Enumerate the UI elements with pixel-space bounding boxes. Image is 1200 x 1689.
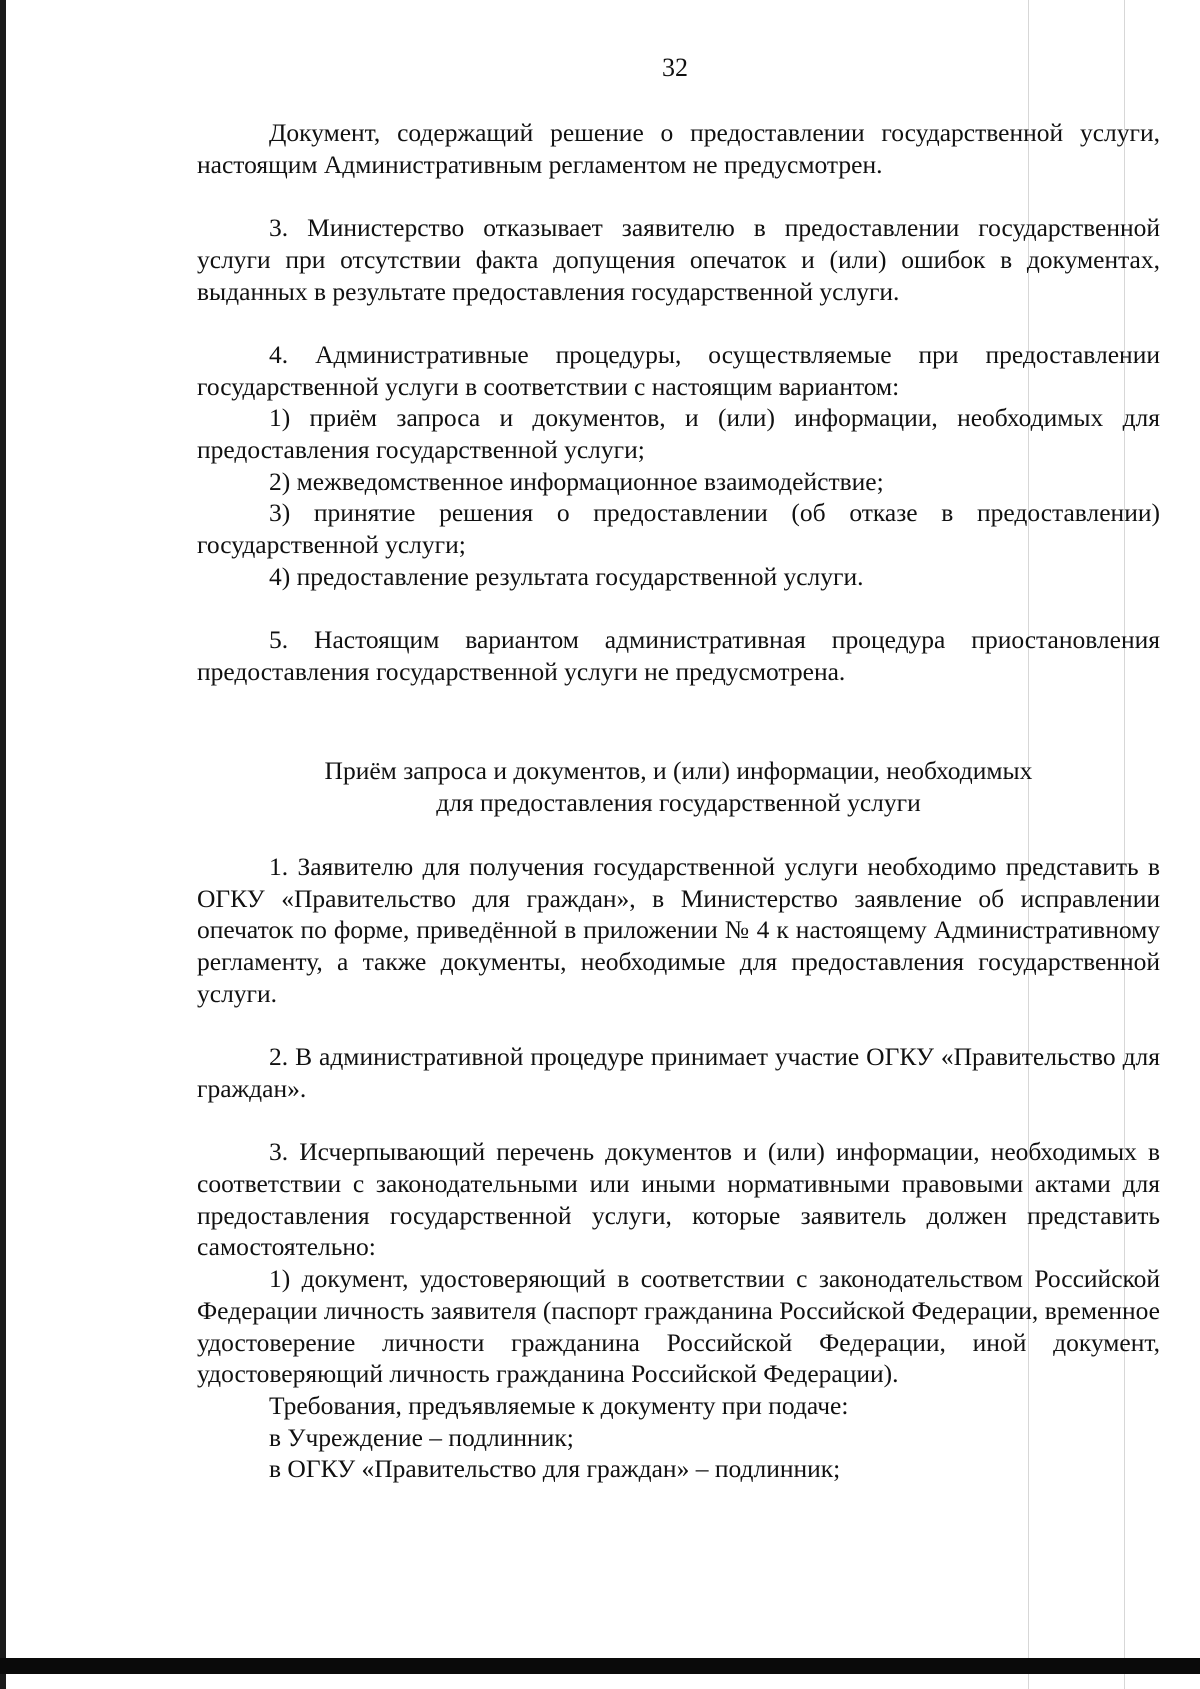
body-text-block-2 [197, 851, 1160, 1485]
list-item: 1) документ, удостоверяющий в соответствии с законодательством Российской Федерации личность заявителя (паспорт гражданина Российской Федерации, временное удостоверение личности гражданина Российской Федерации, иной документ, удостоверяющий личность гражданина Российской Федерации). [197, 1264, 1160, 1389]
scan-bottom-bar [0, 1658, 1200, 1674]
section-heading-block [197, 755, 1160, 818]
page-number: 32 [662, 53, 688, 82]
list-item: 3) принятие решения о предоставлении (об отказе в предоставлении) государственной услуги; [197, 498, 1160, 560]
scan-left-edge [0, 0, 6, 1689]
paragraph: 5. Настоящим вариантом административная процедура приостановления предоставления государственной услуги не предусмотрена. [197, 625, 1160, 686]
list-item: в Учреждение – подлинник; [269, 1422, 574, 1452]
body-text-block-1 [197, 117, 1160, 688]
paragraph: Требования, предъявляемые к документу при подаче: [269, 1390, 849, 1420]
paragraph: 3. Исчерпывающий перечень документов и (или) информации, необходимых в соответствии с законодательными или иными нормативными правовыми актами для предоставления государственной услуги, которые заявитель должен представить самостоятельно: [197, 1137, 1161, 1262]
paragraph: 1. Заявителю для получения государственной услуги необходимо представить в ОГКУ «Правительство для граждан», в Министерство заявление об исправлении опечаток по форме, приведённой в приложении № 4 к настоящему Административному регламенту, а также документы, необходимые для предоставления государственной услуги. [197, 852, 1161, 1008]
paragraph: Документ, содержащий решение о предоставлении государственной услуги, настоящим Административным регламентом не предусмотрен. [197, 118, 1161, 179]
list-item: 1) приём запроса и документов, и (или) информации, необходимых для предоставления государственной услуги; [197, 403, 1160, 464]
paragraph: 2. В административной процедуре принимает участие ОГКУ «Правительство для граждан». [197, 1042, 1161, 1103]
paragraph: 4. Административные процедуры, осуществляемые при предоставлении государственной услуги в соответствии с настоящим вариантом: [197, 339, 1160, 401]
paragraph: 3. Министерство отказывает заявителю в предоставлении государственной услуги при отсутствии факта допущения опечаток и (или) ошибок в документах, выданных в результате предоставления государственной услуги. [197, 213, 1161, 306]
list-item: 4) предоставление результата государственной услуги. [269, 561, 864, 591]
list-item: в ОГКУ «Правительство для граждан» – подлинник; [269, 1454, 841, 1484]
list-item: 2) межведомственное информационное взаимодействие; [269, 466, 884, 496]
section-heading: Приём запроса и документов, и (или) информации, необходимых для предоставления государственной услуги [324, 756, 1033, 817]
